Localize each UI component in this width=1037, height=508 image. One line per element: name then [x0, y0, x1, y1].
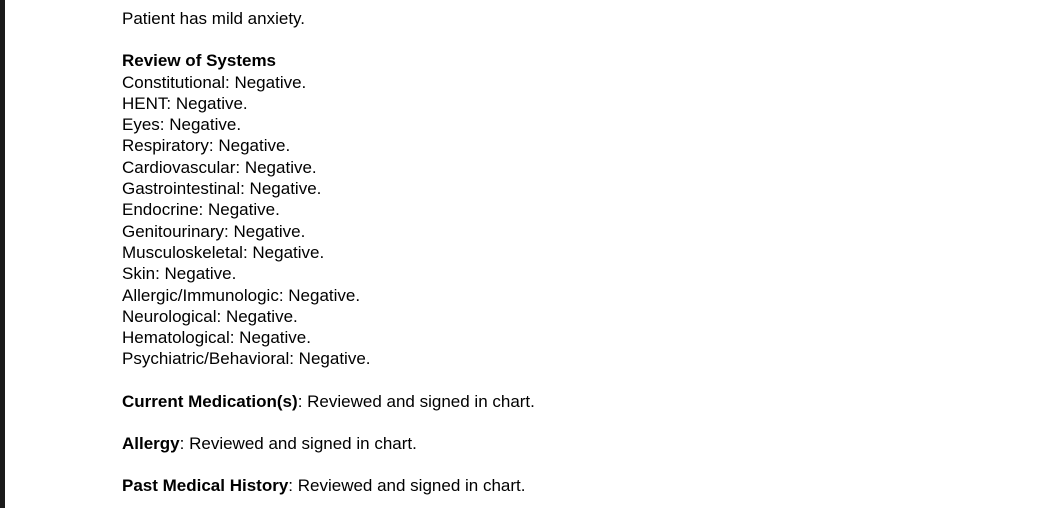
ros-item-psychiatric-behavioral: Psychiatric/Behavioral: Negative.	[122, 349, 371, 369]
current-medications-line	[122, 391, 1002, 412]
ros-item-cardiovascular: Cardiovascular: Negative.	[122, 157, 317, 177]
ros-item-gastrointestinal: Gastrointestinal: Negative.	[122, 179, 322, 199]
allergy-text: : Reviewed and signed in chart.	[179, 434, 417, 454]
ros-item-respiratory: Respiratory: Negative.	[122, 136, 291, 156]
current-medications-label: Current Medication(s)	[122, 391, 298, 411]
ros-item-musculoskeletal: Musculoskeletal: Negative.	[122, 242, 325, 262]
intro-note: Patient has mild anxiety.	[122, 9, 305, 28]
document-content	[122, 8, 1002, 497]
past-medical-history-label: Past Medical History	[122, 476, 289, 496]
ros-item-skin: Skin: Negative.	[122, 264, 237, 284]
current-medications-text: : Reviewed and signed in chart.	[297, 391, 535, 411]
ros-item-hematological: Hematological: Negative.	[122, 328, 311, 348]
ros-item-allergic-immunologic: Allergic/Immunologic: Negative.	[122, 285, 361, 305]
ros-item-constitutional: Constitutional: Negative.	[122, 72, 307, 92]
allergy-line	[122, 433, 1002, 454]
ros-item-genitourinary: Genitourinary: Negative.	[122, 221, 306, 241]
ros-item-eyes: Eyes: Negative.	[122, 115, 242, 135]
review-of-systems-heading: Review of Systems	[122, 51, 277, 71]
past-medical-history-line	[122, 475, 1002, 496]
ros-item-endocrine: Endocrine: Negative.	[122, 200, 280, 220]
review-of-systems-list	[122, 72, 1002, 370]
allergy-label: Allergy	[122, 434, 180, 454]
page-left-border	[0, 0, 5, 508]
review-of-systems-section	[122, 50, 1002, 369]
ros-item-neurological: Neurological: Negative.	[122, 306, 298, 326]
past-medical-history-text: : Reviewed and signed in chart.	[288, 476, 526, 496]
ros-item-hent: HENT: Negative.	[122, 93, 248, 113]
